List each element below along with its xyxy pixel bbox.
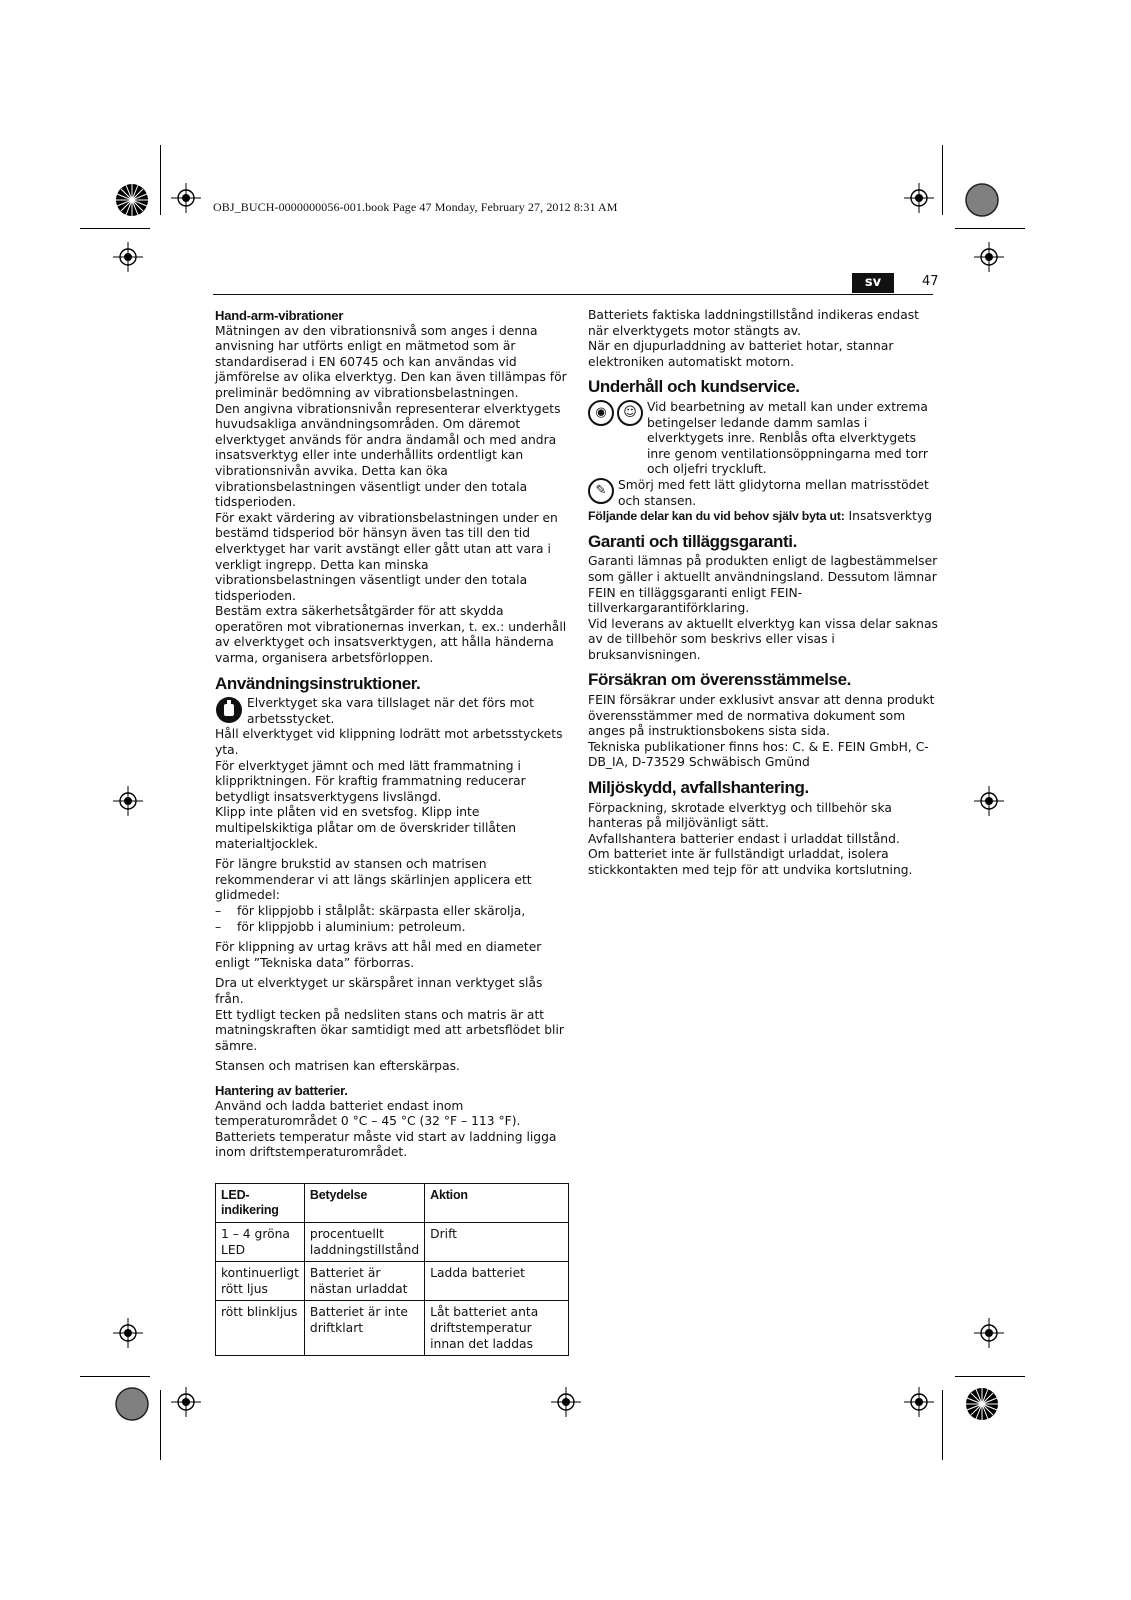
table-cell: procentuellt laddningstillstånd <box>304 1223 424 1262</box>
registration-mark-icon <box>904 183 934 213</box>
starburst-target-icon <box>115 183 149 217</box>
environment-heading: Miljöskydd, avfallshantering. <box>588 778 809 798</box>
conformity-heading: Försäkran om överensstämmelse. <box>588 670 851 690</box>
paragraph: Den angivna vibrationsnivån representerar elverktygets huvudsakliga användningsområden. Om däremot elverktyget används för andra ändamål och med andra insatsverktyg eller inte underhållits ordentligt kan vibrationsnivån avvika. Detta kan öka vibrationsbelastningen väsentligt under den totala tidsperioden. <box>215 401 561 510</box>
paragraph: För exakt värdering av vibrationsbelastningen under en bestämd tidsperiod bör hänsyn även tas till den tid elverktyget har varit avstängt eller gått utan att vara i verkligt ingrepp. Detta kan minska vibrationsbelastningen väsentligt under den totala tidsperioden. <box>215 510 558 603</box>
paragraph: Om batteriet inte är fullständigt urladdat, isolera stickkontakten med tejp för att undvika kortslutning. <box>588 847 913 877</box>
paragraph: Elverktyget ska vara tillslaget när det förs mot arbetsstycket. <box>247 696 534 726</box>
warranty-heading: Garanti och tilläggsgaranti. <box>588 531 797 551</box>
paragraph: För elverktyget jämnt och med lätt frammatning i klippriktningen. För kraftig frammatning reducerar betydligt insatsverktygens livslängd. <box>215 758 526 804</box>
usage-heading: Användningsinstruktioner. <box>215 673 421 693</box>
registration-mark-icon <box>171 183 201 213</box>
table-cell: rött blinkljus <box>216 1301 305 1356</box>
goggles-icon: ◉ <box>588 400 614 426</box>
switch-on-hand-icon <box>215 696 243 724</box>
table-cell: Ladda batteriet <box>425 1262 569 1301</box>
registration-mark-icon <box>113 242 143 272</box>
page-number: 47 <box>922 274 939 289</box>
paragraph: Vid leverans av aktuellt elverktyg kan vissa delar saknas av de tillbehör som beskrivs eller visas i bruksanvisningen. <box>588 616 938 662</box>
switch-on-note <box>215 696 568 727</box>
language-badge: sv <box>852 273 894 293</box>
registration-mark-icon <box>171 1387 201 1417</box>
registration-mark-icon <box>113 1318 143 1348</box>
header-rule <box>213 294 933 295</box>
column-header: Betydelse <box>304 1183 424 1222</box>
registration-mark-icon <box>974 1318 1004 1348</box>
safety-icons <box>588 400 643 478</box>
paragraph: Förpackning, skrotade elverktyg och tillbehör ska hanteras på miljövänligt sätt. <box>588 800 892 831</box>
maintenance-heading: Underhåll och kundservice. <box>588 377 800 397</box>
paragraph: Stansen och matrisen kan efterskärpas. <box>215 1059 460 1074</box>
table-row <box>216 1223 569 1262</box>
table-cell: 1 – 4 gröna LED <box>216 1223 305 1262</box>
paragraph: Vid bearbetning av metall kan under extrema betingelser ledande damm samlas i elverktygets inre. Renblås ofta elverktygets inre genom ventilationsöppningarna med torr och oljefri tryckluft. <box>647 399 928 477</box>
gray-target-icon <box>115 1387 149 1421</box>
table-row <box>216 1262 569 1301</box>
registration-mark-icon <box>113 786 143 816</box>
paragraph: För längre brukstid av stansen och matrisen rekommenderar vi att längs skärlinjen applicera ett glidmedel: <box>215 857 532 903</box>
registration-mark-icon <box>904 1387 934 1417</box>
registration-mark-icon <box>974 242 1004 272</box>
paragraph: Mätningen av den vibrationsnivå som anges i denna anvisning har utförts enligt en mätmetod som är standardiserad i EN 60745 och kan användas vid jämförelse av olika elverktyg. Den kan även tillämpas för preliminär bedömning av vibrationsbelastningen. <box>215 323 567 400</box>
starburst-target-icon <box>965 1387 999 1421</box>
paragraph: Ett tydligt tecken på nedsliten stans och matris är att matningskraften ökar samtidigt med att arbetsflödet blir sämre. <box>215 1007 564 1053</box>
paragraph: Smörj med fett lätt glidytorna mellan matrisstödet och stansen. <box>618 477 929 508</box>
dust-warning-note <box>588 400 938 478</box>
paragraph: FEIN försäkrar under exklusivt ansvar att denna produkt överensstämmer med de normativa dokument som anges på instruktionsbokens sista sida. <box>588 693 935 739</box>
vibration-heading: Hand-arm-vibrationer <box>215 308 344 323</box>
paragraph: När en djupurladdning av batteriet hotar, stannar elektroniken automatiskt motorn. <box>588 339 894 369</box>
paragraph: Håll elverktyget vid klippning lodrätt mot arbetsstyckets yta. <box>215 727 563 758</box>
paragraph: Batteriets faktiska laddningstillstånd indikeras endast när elverktygets motor stängts av. <box>588 308 919 338</box>
table-row <box>216 1301 569 1356</box>
list-item: – för klippjobb i stålplåt: skärpasta eller skärolja, <box>215 903 526 918</box>
list-item: – för klippjobb i aluminium: petroleum. <box>215 919 466 934</box>
mask-icon: ☺ <box>617 400 643 426</box>
battery-heading: Hantering av batterier. <box>215 1082 348 1098</box>
table-cell: Batteriet är nästan urladdat <box>304 1262 424 1301</box>
inline-text: Insatsverktyg <box>844 509 933 524</box>
paragraph: Klipp inte plåten vid en svetsfog. Klipp inte multipelskiktiga plåtar om de överskrider tillåten materialtjocklek. <box>215 805 517 851</box>
table-cell: kontinuerligt rött ljus <box>216 1262 305 1301</box>
column-header: LED-indikering <box>216 1183 305 1222</box>
table-cell: Batteriet är inte driftklart <box>304 1301 424 1356</box>
gray-target-icon <box>965 183 999 217</box>
paragraph: Använd och ladda batteriet endast inom temperaturområdet 0 °C – 45 °C (32 °F – 113 °F). Batteriets temperatur måste vid start av laddning ligga inom driftstemperaturområdet. <box>215 1098 557 1160</box>
led-table <box>215 1183 569 1356</box>
paragraph: Garanti lämnas på produkten enligt de lagbestämmelser som gäller i aktuellt användningsland. Dessutom lämnar FEIN en tilläggsgaranti enligt FEIN-tillverkargarantiförklaring. <box>588 554 938 616</box>
paragraph <box>588 509 938 525</box>
registration-mark-icon <box>974 786 1004 816</box>
table-cell: Låt batteriet anta driftstemperatur innan det laddas <box>425 1301 569 1356</box>
registration-mark-icon <box>551 1387 581 1417</box>
left-column <box>215 308 568 1356</box>
column-header: Aktion <box>425 1183 569 1222</box>
paragraph: Tekniska publikationer finns hos: C. & E. FEIN GmbH, C-DB_IA, D-73529 Schwäbisch Gmünd <box>588 739 929 770</box>
table-header-row <box>216 1183 569 1222</box>
right-column <box>588 308 938 879</box>
paragraph: Dra ut elverktyget ur skärspåret innan verktyget slås från. <box>215 976 543 1006</box>
paragraph: För klippning av urtag krävs att hål med en diameter enligt ”Tekniska data” förborras. <box>215 940 542 970</box>
table-cell: Drift <box>425 1223 569 1262</box>
paragraph: Avfallshantera batterier endast i urladdat tillstånd. <box>588 831 900 846</box>
paragraph: Bestäm extra säkerhetsåtgärder för att skydda operatören mot vibrationernas inverkan, t. ex.: underhåll av elverktyget och insatsverktygen, att hålla händerna varma, organisera arbetsförloppen. <box>215 604 567 666</box>
grease-note <box>588 478 938 509</box>
inline-bold-label: Följande delar kan du vid behov själv byta ut: <box>588 509 845 524</box>
grease-icon: ✎ <box>588 478 614 509</box>
file-info-header: OBJ_BUCH-0000000056-001.book Page 47 Monday, February 27, 2012 8:31 AM <box>213 200 618 214</box>
